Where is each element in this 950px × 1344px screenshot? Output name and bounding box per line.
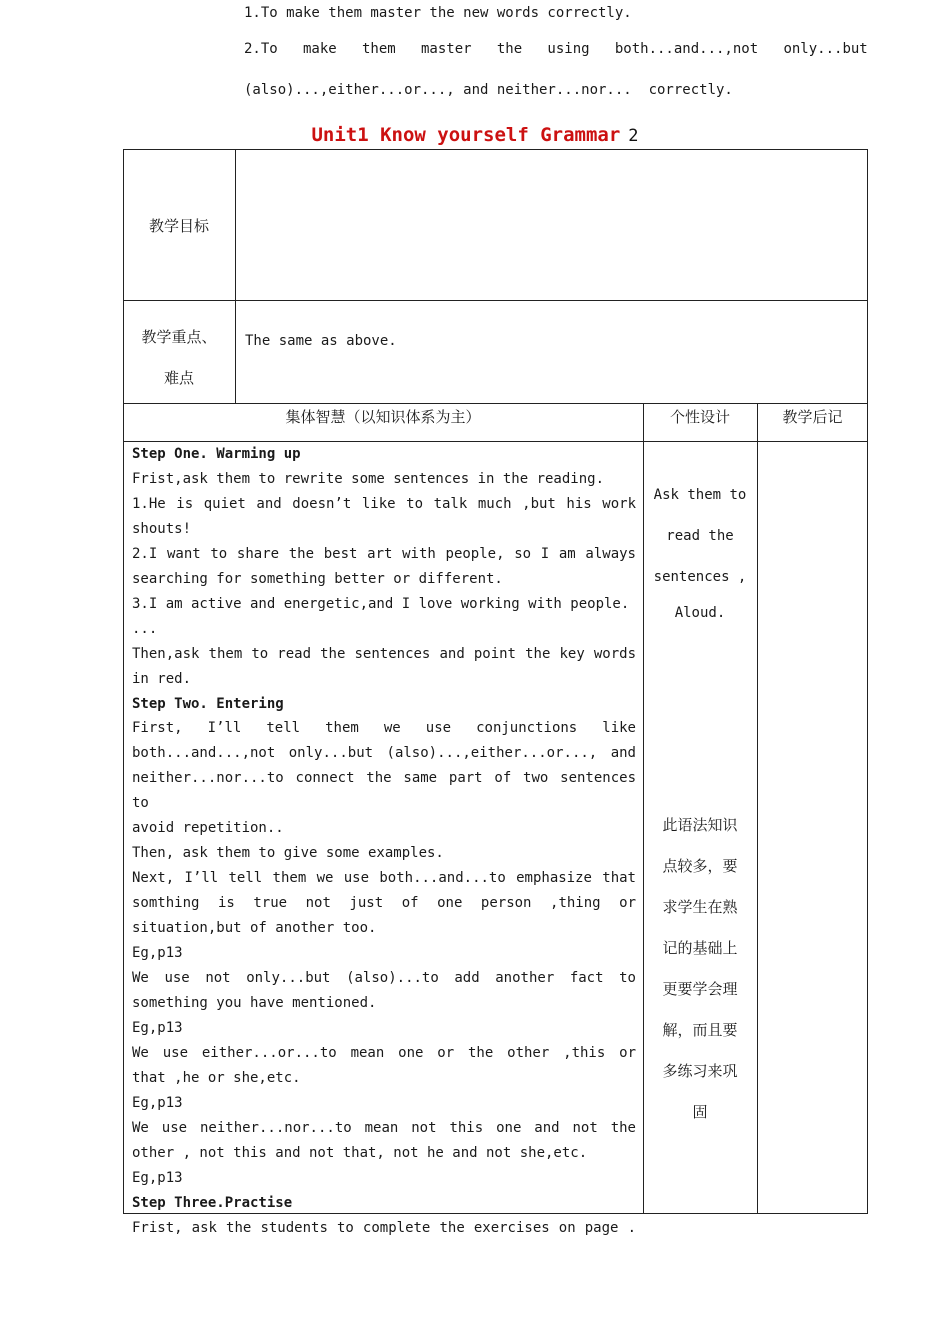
text-line: 3.I am active and energetic,and I love working with people. (132, 595, 630, 612)
text-line: Frist, ask the students to complete the exercises on page . (132, 1219, 636, 1236)
text-line: ... (132, 620, 158, 637)
text-line: Frist,ask them to rewrite some sentences in the reading. (132, 470, 605, 487)
text-line: Eg,p13 (132, 1094, 183, 1111)
text-line: neither...nor...to connect the same part of two sentences to (132, 770, 636, 812)
text-line: that ,he or she,etc. (132, 1069, 301, 1086)
note-line: read the (666, 528, 734, 544)
note-line: 点较多，要 (662, 857, 738, 875)
header-notes: 教学后记 (782, 408, 843, 426)
text-line: Next, I’ll tell them we use both...and...to emphasize that (132, 870, 636, 887)
page-title (0, 124, 950, 146)
text-line: Eg,p13 (132, 1019, 183, 1036)
key-points-label-1: 教学重点、 (141, 328, 217, 346)
text-line: Then, ask them to give some examples. (132, 845, 444, 862)
col-divider (643, 403, 644, 1214)
text-line: something you have mentioned. (132, 994, 377, 1011)
lesson-procedure (132, 442, 636, 1241)
step-heading: Step One. Warming up (132, 446, 301, 462)
text-line: We use either...or...to mean one or the other ,this or (132, 1044, 636, 1061)
key-points-text: The same as above. (245, 333, 397, 349)
note-line: 多练习来巩 (662, 1062, 738, 1080)
title-number: 2 (628, 126, 639, 146)
objective-line: 2.To make them master the using both...and...,not only...but (244, 41, 868, 57)
step-heading: Step Three.Practise (132, 1194, 293, 1211)
text-line: First, I’ll tell them we use conjunctions like (132, 720, 636, 737)
note-line: 解，而且要 (662, 1021, 738, 1039)
header-collective: 集体智慧（以知识体系为主） (285, 408, 481, 426)
personal-design-grammar-note (648, 814, 752, 1142)
note-line: Ask them to (653, 487, 747, 503)
note-line: Aloud. (674, 605, 726, 621)
text-line: shouts! (132, 520, 192, 537)
title-main: Unit1 Know yourself Grammar (311, 124, 621, 146)
text-line: somthing is true not just of one person ,thing or (132, 895, 636, 912)
text-line: both...and...,not only...but (also)...,either...or..., and (132, 745, 636, 762)
note-line: 更要学会理 (662, 980, 738, 998)
text-line: We use not only...but (also)...to add another fact to (132, 970, 636, 987)
text-line: avoid repetition.. (132, 820, 284, 837)
text-line: in red. (132, 670, 192, 687)
note-line: 此语法知识 (662, 816, 738, 834)
text-line: We use neither...nor...to mean not this one and not the (132, 1119, 636, 1136)
col-divider (235, 149, 236, 403)
text-line: other , not this and not that, not he and not she,etc. (132, 1144, 588, 1161)
text-line: 2.I want to share the best art with people, so I am always (132, 545, 636, 562)
text-line: 1.He is quiet and doesn’t like to talk much ,but his work (132, 495, 636, 512)
col-divider (757, 403, 758, 1214)
text-line: Eg,p13 (132, 945, 183, 962)
objectives-label: 教学目标 (148, 217, 209, 235)
note-line: sentences , (653, 569, 747, 585)
personal-design-note (648, 487, 752, 646)
objective-line: 1.To make them master the new words correctly. (244, 5, 632, 21)
note-line: 固 (692, 1103, 708, 1121)
objective-line: (also)...,either...or..., and neither...nor... correctly. (244, 82, 733, 98)
note-line: 求学生在熟 (662, 898, 738, 916)
text-line: situation,but of another too. (132, 920, 377, 937)
step-heading: Step Two. Entering (132, 695, 284, 712)
key-points-label-2: 难点 (163, 369, 194, 387)
text-line: Then,ask them to read the sentences and point the key words (132, 645, 636, 662)
text-line: searching for something better or different. (132, 570, 503, 587)
text-line: Eg,p13 (132, 1169, 183, 1186)
note-line: 记的基础上 (662, 939, 738, 957)
header-personal: 个性设计 (669, 408, 730, 426)
